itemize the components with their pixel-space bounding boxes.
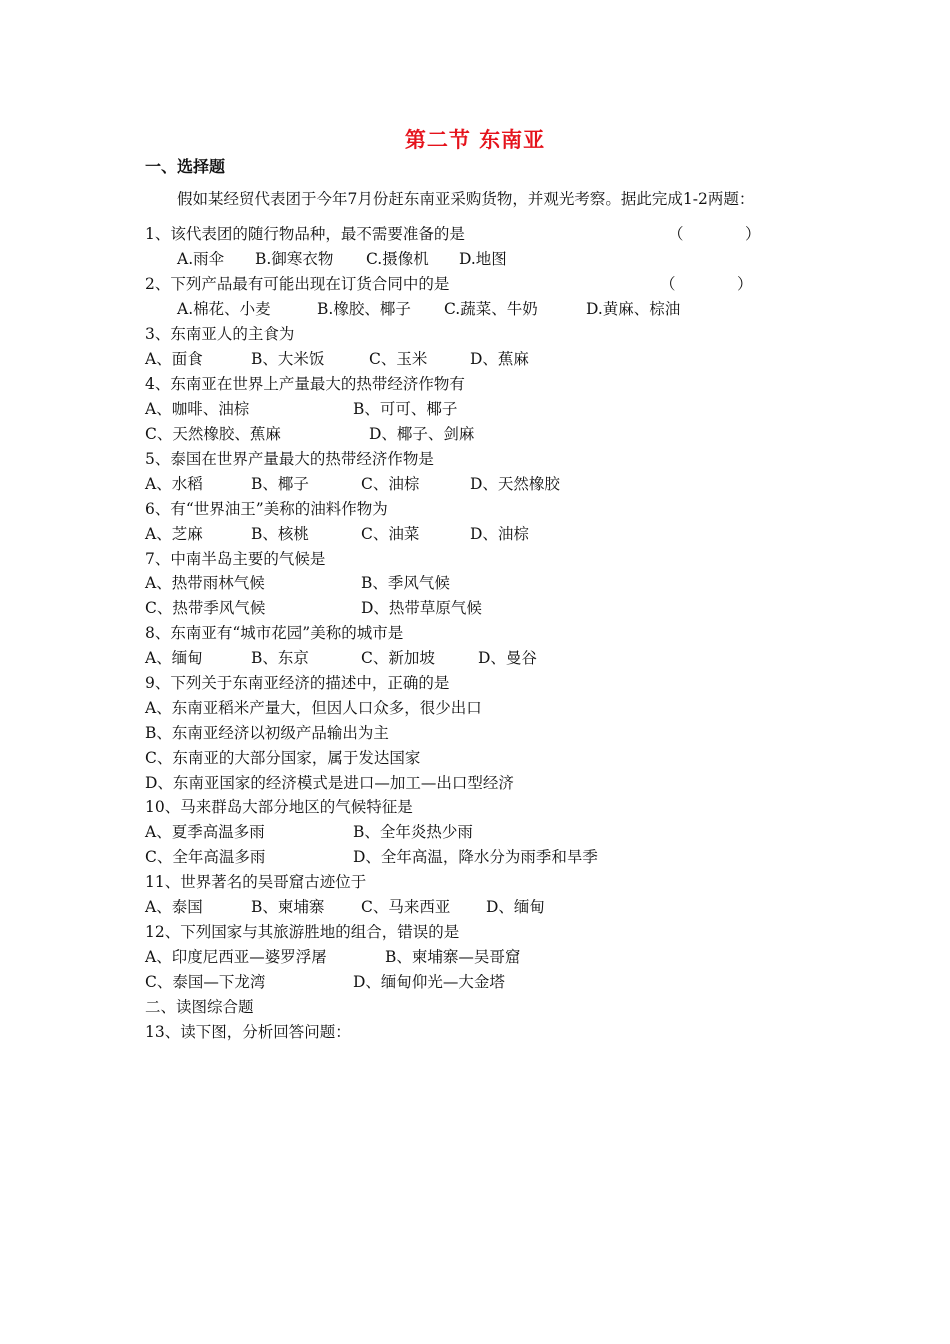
- option: A、芝麻: [145, 525, 203, 543]
- option: D、天然橡胶: [470, 475, 560, 493]
- question-12-stem: 12、下列国家与其旅游胜地的组合，错误的是: [145, 923, 460, 941]
- option: C、油菜: [361, 525, 420, 543]
- question-1-stem: 1、该代表团的随行物品种，最不需要准备的是: [145, 225, 465, 243]
- answer-paren-open: （: [668, 225, 684, 243]
- intro-paragraph: 假如某经贸代表团于今年7月份赶东南亚采购货物，并观光考察。据此完成1-2两题：: [177, 190, 755, 208]
- option: B、柬埔寨: [251, 898, 325, 916]
- question-2-stem: 2、下列产品最有可能出现在订货合同中的是: [145, 275, 450, 293]
- option: D、缅甸: [486, 898, 545, 916]
- option: C.摄像机: [366, 250, 429, 268]
- option: B、东南亚经济以初级产品输出为主: [145, 724, 389, 742]
- question-11-options: [145, 896, 825, 918]
- option: B、东京: [251, 649, 309, 667]
- answer-paren-open: （: [660, 275, 676, 293]
- option: C、油棕: [361, 475, 420, 493]
- question-10-options: [145, 846, 825, 868]
- question-3-stem: 3、东南亚人的主食为: [145, 325, 295, 343]
- question-7-stem: 7、中南半岛主要的气候是: [145, 550, 326, 568]
- option: C、东南亚的大部分国家，属于发达国家: [145, 749, 421, 767]
- option: B、可可、椰子: [353, 400, 458, 418]
- option: A、印度尼西亚—婆罗浮屠: [145, 948, 327, 966]
- question-1-options: [145, 248, 825, 270]
- option: A、缅甸: [145, 649, 203, 667]
- question-4-options: [145, 423, 825, 445]
- option: B、大米饭: [251, 350, 325, 368]
- question-2-options: [145, 298, 825, 320]
- option: B、季风气候: [361, 574, 450, 592]
- option: A、咖啡、油棕: [145, 400, 250, 418]
- question-8-options: [145, 647, 825, 669]
- question-3-options: [145, 348, 825, 370]
- option: C、新加坡: [361, 649, 435, 667]
- option: A、面食: [145, 350, 203, 368]
- question-10-stem: 10、马来群岛大部分地区的气候特征是: [145, 798, 413, 816]
- option: B、核桃: [251, 525, 309, 543]
- answer-paren-close: ）: [737, 275, 753, 293]
- question-9-stem: 9、下列关于东南亚经济的描述中，正确的是: [145, 674, 450, 692]
- question-7-options: [145, 572, 825, 594]
- option: D.黄麻、棕油: [586, 300, 681, 318]
- option: B、柬埔寨—吴哥窟: [385, 948, 521, 966]
- option: B、椰子: [251, 475, 309, 493]
- option: C、泰国—下龙湾: [145, 973, 266, 991]
- question-7-options: [145, 597, 825, 619]
- option: D、全年高温，降水分为雨季和旱季: [353, 848, 598, 866]
- question-4-options: [145, 398, 825, 420]
- option: A、水稻: [145, 475, 203, 493]
- option: C、天然橡胶、蕉麻: [145, 425, 281, 443]
- option: A、东南亚稻米产量大，但因人口众多，很少出口: [145, 699, 482, 717]
- option: A.棉花、小麦: [177, 300, 271, 318]
- question-6-stem: 6、有“世界油王”美称的油料作物为: [145, 500, 388, 518]
- question-11-stem: 11、世界著名的吴哥窟古迹位于: [145, 873, 367, 891]
- option: D、缅甸仰光—大金塔: [353, 973, 505, 991]
- page-title: 第二节 东南亚: [404, 127, 546, 152]
- option: B.橡胶、椰子: [317, 300, 411, 318]
- option: A、泰国: [145, 898, 203, 916]
- option: C、马来西亚: [361, 898, 451, 916]
- section-heading-choice: 一、选择题: [145, 157, 226, 176]
- question-5-stem: 5、泰国在世界产量最大的热带经济作物是: [145, 450, 434, 468]
- option: C、玉米: [369, 350, 428, 368]
- question-13-stem: 13、读下图，分析回答问题：: [145, 1023, 351, 1041]
- option: C.蔬菜、牛奶: [444, 300, 538, 318]
- option: A、夏季高温多雨: [145, 823, 265, 841]
- option: A、热带雨林气候: [145, 574, 265, 592]
- option: C、全年高温多雨: [145, 848, 266, 866]
- option: D、东南亚国家的经济模式是进口—加工—出口型经济: [145, 774, 514, 792]
- question-8-stem: 8、东南亚有“城市花园”美称的城市是: [145, 624, 404, 642]
- option: B.御寒衣物: [255, 250, 334, 268]
- option: D.地图: [459, 250, 507, 268]
- option: D、油棕: [470, 525, 529, 543]
- section-heading-reading: 二、读图综合题: [145, 998, 254, 1016]
- answer-paren-close: ）: [745, 225, 761, 243]
- question-6-options: [145, 523, 825, 545]
- question-5-options: [145, 473, 825, 495]
- question-4-stem: 4、东南亚在世界上产量最大的热带经济作物有: [145, 375, 465, 393]
- option: D、曼谷: [478, 649, 537, 667]
- question-10-options: [145, 821, 825, 843]
- option: D、椰子、剑麻: [369, 425, 475, 443]
- option: B、全年炎热少雨: [353, 823, 473, 841]
- option: D、蕉麻: [470, 350, 529, 368]
- question-12-options: [145, 971, 825, 993]
- question-12-options: [145, 946, 825, 968]
- option: C、热带季风气候: [145, 599, 266, 617]
- option: D、热带草原气候: [361, 599, 482, 617]
- option: A.雨伞: [177, 250, 225, 268]
